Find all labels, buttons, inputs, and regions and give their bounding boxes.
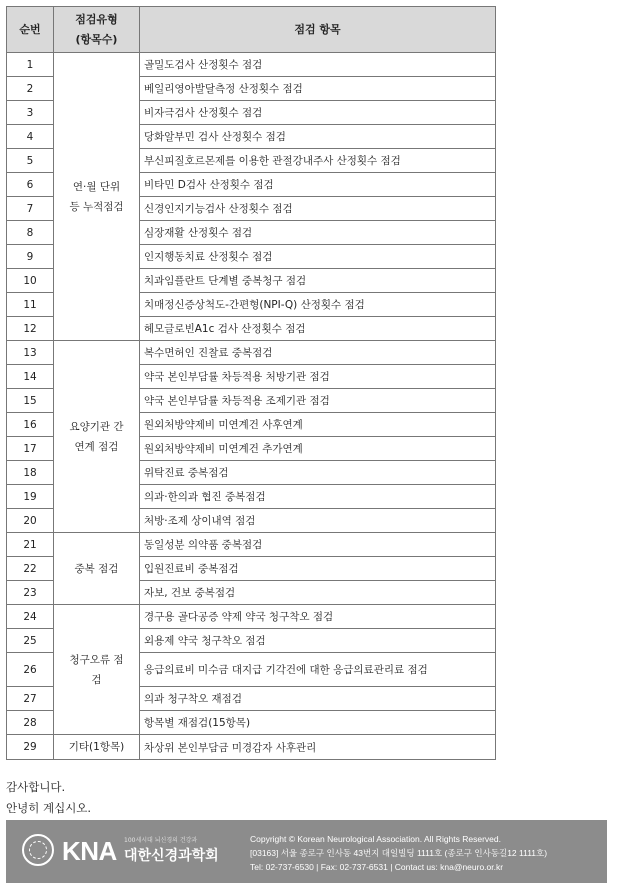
org-name: 대한신경과학회: [124, 848, 219, 864]
row-number: 10: [7, 269, 54, 293]
row-number: 17: [7, 437, 54, 461]
row-number: 23: [7, 581, 54, 605]
table-row: [7, 53, 496, 77]
row-item: 동일성분 의약품 중복점검: [140, 533, 496, 557]
kna-seal-icon: [22, 834, 54, 866]
footer-contact: Tel: 02-737-6530 | Fax: 02-737-6531 | Contact us: kna@neuro.or.kr: [250, 862, 504, 872]
row-item: 베일리영아발달측정 산정횟수 점검: [140, 77, 496, 101]
row-number: 21: [7, 533, 54, 557]
row-item: 응급의료비 미수금 대지급 기각건에 대한 응급의료관리료 점검: [140, 653, 496, 687]
row-item: 치매정신증상척도-간편형(NPI-Q) 산정횟수 점검: [140, 293, 496, 317]
row-number: 22: [7, 557, 54, 581]
row-item: 외용제 약국 청구착오 점검: [140, 629, 496, 653]
row-number: 3: [7, 101, 54, 125]
header-number: 순번: [7, 7, 54, 53]
row-number: 2: [7, 77, 54, 101]
row-item: 헤모글로빈A1c 검사 산정횟수 점검: [140, 317, 496, 341]
row-item: 원외처방약제비 미연계건 사후연계: [140, 413, 496, 437]
group-label: [54, 341, 140, 533]
row-item: 자보, 건보 중복점검: [140, 581, 496, 605]
row-item: 복수면허인 진찰료 중복점검: [140, 341, 496, 365]
table-body: [7, 53, 496, 760]
table-row: [7, 605, 496, 629]
row-item: 의과 청구착오 재점검: [140, 687, 496, 711]
row-number: 8: [7, 221, 54, 245]
row-number: 25: [7, 629, 54, 653]
row-number: 18: [7, 461, 54, 485]
group-label: [54, 605, 140, 735]
row-item: 처방·조제 상이내역 점검: [140, 509, 496, 533]
group-label-line1: 청구오류 점: [69, 653, 124, 666]
row-item: 차상위 본인부담금 미경감자 사후관리: [140, 735, 496, 760]
row-number: 14: [7, 365, 54, 389]
group-label-line1: 연·월 단위: [72, 180, 121, 193]
row-item: 원외처방약제비 미연계건 추가연계: [140, 437, 496, 461]
row-item: 경구용 골다공증 약제 약국 청구착오 점검: [140, 605, 496, 629]
header-type-line1: 점검유형: [75, 12, 118, 26]
table-header-row: [7, 7, 496, 53]
row-number: 13: [7, 341, 54, 365]
row-number: 20: [7, 509, 54, 533]
inspection-table: [6, 6, 496, 760]
row-number: 29: [7, 735, 54, 760]
group-label-line1: 기타(1항목): [68, 741, 125, 753]
closing-farewell: 안녕히 계십시오.: [6, 801, 92, 815]
header-type: [54, 7, 140, 53]
row-item: 골밀도검사 산정횟수 점검: [140, 53, 496, 77]
row-number: 11: [7, 293, 54, 317]
group-label-line2: 검: [91, 673, 102, 686]
group-label-line1: 요양기관 간: [69, 420, 124, 433]
row-item: 입원진료비 중복점검: [140, 557, 496, 581]
row-number: 19: [7, 485, 54, 509]
header-item: 점검 항목: [140, 7, 496, 53]
header-type-line2: (항목수): [75, 32, 118, 46]
row-item: 의과·한의과 협진 중복점검: [140, 485, 496, 509]
row-item: 비자극검사 산정횟수 점검: [140, 101, 496, 125]
row-item: 비타민 D검사 산정횟수 점검: [140, 173, 496, 197]
footer-tagline: 100세시대 뇌신경의 건강과: [124, 837, 198, 844]
closing-thanks: 감사합니다.: [6, 780, 66, 794]
row-number: 26: [7, 653, 54, 687]
row-number: 28: [7, 711, 54, 735]
group-label-line1: 중복 점검: [74, 562, 119, 575]
row-number: 12: [7, 317, 54, 341]
footer-address: [03163] 서울 종로구 인사동 43번지 대일빌딩 1111호 (종로구 인사동길12 1111호): [250, 848, 548, 858]
group-label-line2: 연계 점검: [74, 440, 119, 453]
row-item: 당화알부민 검사 산정횟수 점검: [140, 125, 496, 149]
table-row: [7, 533, 496, 557]
table-row: [7, 341, 496, 365]
row-number: 1: [7, 53, 54, 77]
row-item: 부신피질호르몬제를 이용한 관절강내주사 산정횟수 점검: [140, 149, 496, 173]
row-number: 7: [7, 197, 54, 221]
row-number: 6: [7, 173, 54, 197]
row-number: 15: [7, 389, 54, 413]
row-number: 24: [7, 605, 54, 629]
footer-copyright: Copyright © Korean Neurological Association. All Rights Reserved.: [250, 834, 501, 844]
group-label-line2: 등 누적점검: [69, 200, 124, 213]
group-label: [54, 735, 140, 760]
row-item: 인지행동치료 산정횟수 점검: [140, 245, 496, 269]
row-item: 위탁진료 중복점검: [140, 461, 496, 485]
row-item: 치과임플란트 단계별 중복청구 점검: [140, 269, 496, 293]
footer-info: [250, 832, 547, 874]
table-row: [7, 735, 496, 760]
group-label: [54, 53, 140, 341]
row-item: 신경인지기능검사 산정횟수 점검: [140, 197, 496, 221]
row-number: 5: [7, 149, 54, 173]
row-number: 4: [7, 125, 54, 149]
row-number: 16: [7, 413, 54, 437]
group-label: [54, 533, 140, 605]
row-item: 심장재활 산정횟수 점검: [140, 221, 496, 245]
row-item: 약국 본인부담률 차등적용 처방기관 점검: [140, 365, 496, 389]
row-number: 27: [7, 687, 54, 711]
row-item: 약국 본인부담률 차등적용 조제기관 점검: [140, 389, 496, 413]
footer-banner: [6, 820, 607, 883]
kna-logo: KNA: [62, 836, 117, 866]
row-item: 항목별 재점검(15항목): [140, 711, 496, 735]
row-number: 9: [7, 245, 54, 269]
